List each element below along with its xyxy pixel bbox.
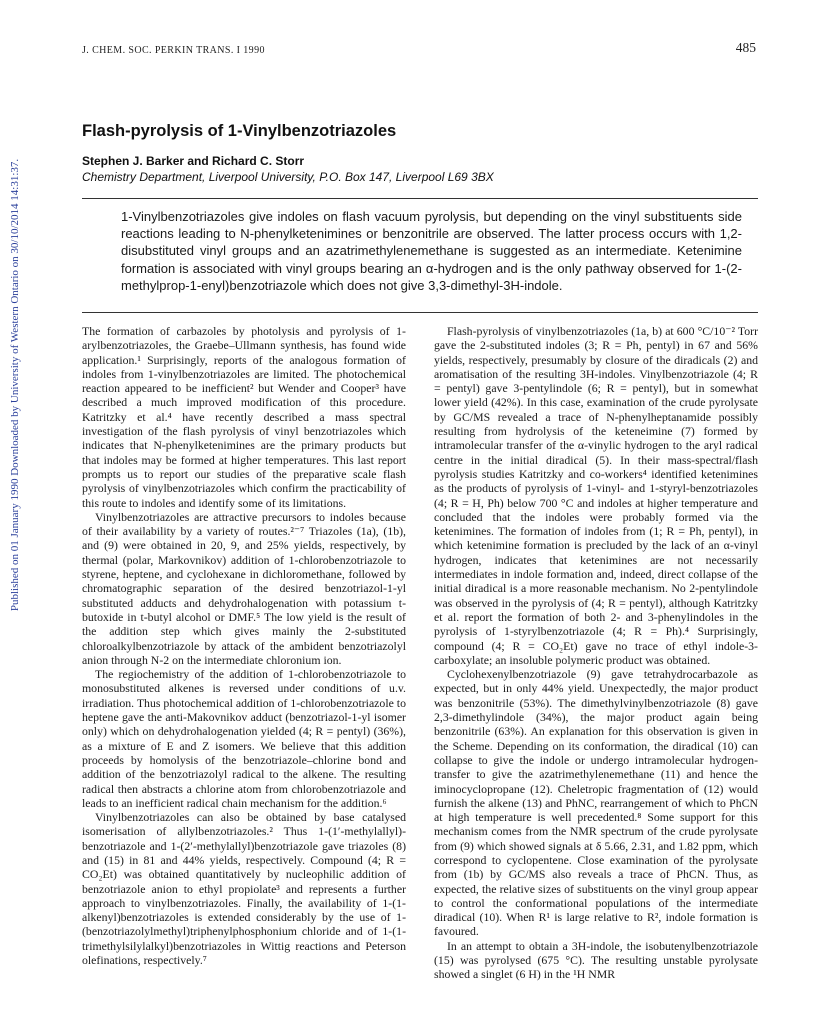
abstract-bottom-rule — [82, 312, 758, 313]
body-paragraph: Vinylbenzotriazoles are attractive precursors to indoles because of their availability by a variety of routes.²⁻⁷ Triazoles (1a), (1b), and (9) were obtained in 20, 9, and 25% yields, respectively, by thermal (polar, Markovnikov) addition of 1-chlorobenzotriazole to styrene, heptene, and cyclohexane in dichloromethane, followed by chromatographic separation of the desired benzotriazol-1-yl substituted adducts and dehydrohalogenation with potassium t-butoxide in t-butyl alcohol or DMF.⁵ The low yield is the result of the addition step which gives mainly the 2-substituted chloroalkylbenzotriazole by attack of the ambident benzotriazolyl anion through N-2 on the intermediate chloronium ion. — [82, 509, 406, 667]
abstract-top-rule — [82, 198, 758, 199]
article-title: Flash-pyrolysis of 1-Vinylbenzotriazoles — [82, 122, 397, 140]
body-paragraph: Flash-pyrolysis of vinylbenzotriazoles (1a, b) at 600 °C/10⁻² Torr gave the 2-substituted indoles (3; R = Ph, pentyl) in 67 and 56% yields, respectively, presumably by closure of the diradicals (2) and aromatisation of the resulting 3H-indoles. Vinylbenzotriazole (4; R = pentyl) gave 3-pentylindole (6; R = pentyl), but in somewhat lower yield (42%). In this case, examination of the crude pyrolysate by GC/MS revealed a trace of N-phenylheptanamide possibly resulting from hydrolysis of the keteneimine (7) formed by intramolecular transfer of the α-vinylic hydrogen to the aryl radical centre in the initial diradical (5). In their mass-spectral/flash pyrolysis studies Katritzky and co-workers⁴ identified ketenimines as the products of pyrolysis of 1-vinyl- and 1-styryl-benzotriazoles (4; R = H, Ph) below 700 °C and indoles at higher temperature and concluded that the indoles were probably formed via the ketenimines. The formation of indoles from (1; R = Ph, pentyl), in which ketenimine formation is precluded by the lack of an α-vinyl hydrogen, indicates that ketenimines are not necessarily intermediates in indole formation and, indeed, direct collapse of the initial diradical is a more reasonable mechanism. No 2-pentylindole was observed in the pyrolysis of (4; R = pentyl), although Katritzky et al. report the formation of both 2- and 3-phenylindoles in the pyrolysis of 1-styrylbenzotriazole (4; R = Ph).⁴ Surprisingly, compound (4; R = CO₂Et) gave no trace of ethyl indole-3-carboxylate; an insoluble polymeric product was obtained. — [434, 324, 758, 667]
page-number: 485 — [735, 40, 756, 55]
download-notice-sidebar — [2, 0, 28, 1032]
article-abstract: 1-Vinylbenzotriazoles give indoles on flash vacuum pyrolysis, but depending on the vinyl substituents side reactions leading to N-phenylketenimines or benzonitrile are observed. The latter process occurs with 1,2-disubstituted vinyl groups and an azatrimethylenemethane is suggested as an intermediate. Ketenimine formation is associated with vinyl groups bearing an α-hydrogen and is the only pathway observed for 1-(2-methylprop-1-enyl)benzotriazole which does not give 3,3-dimethyl-3H-indole. — [121, 209, 742, 293]
journal-running-head: J. CHEM. SOC. PERKIN TRANS. I 1990 — [82, 45, 265, 56]
body-paragraph: In an attempt to obtain a 3H-indole, the isobutenylbenzotriazole (15) was pyrolysed (675 °C). The resulting unstable pyrolysate showed a singlet (6 H) in the ¹H NMR — [434, 938, 758, 982]
article-authors: Stephen J. Barker and Richard C. Storr — [82, 154, 305, 168]
body-paragraph: The regiochemistry of the addition of 1-chlorobenzotriazole to monosubstituted alkenes is reversed under conditions of u.v. irradiation. Thus photochemical addition of 1-chlorobenzotriazole to heptene gave the anti-Makovnikov adduct (benzotriazol-1-yl isomer only) which on dehydrohalogenation yielded (4; R = pentyl) (36%), as a mixture of E and Z isomers. We believe that this addition proceeds by homolysis of the benzotriazole–chlorine bond and addition of the benzotriazolyl radical to the alkene. The resulting radical then abstracts a chlorine atom from chlorobenzotriazole and leads to an inefficient radical chain mechanism for the addition.⁶ — [82, 667, 406, 810]
body-column-left — [82, 324, 406, 1014]
body-paragraph: Vinylbenzotriazoles can also be obtained by base catalysed isomerisation of allylbenzotriazoles.² Thus 1-(1′-methylallyl)-benzotriazole and 1-(2′-methylallyl)benzotriazole gave triazoles (8) and (15) in 81 and 44% yields, respectively. Compound (4; R = CO₂Et) was obtained quantitatively by nucleophilic addition of benzotriazole anion to ethyl propiolate³ and represents a further approach to vinylbenzotriazoles. Finally, the availability of 1-(1-alkenyl)benzotriazoles is extended considerably by the use of 1-(benzotriazolylmethyl)triphenylphosphonium chloride and of 1-(1-trimethylsilylalkyl)benzotriazoles in Wittig reactions and Peterson olefinations, respectively.⁷ — [82, 810, 406, 968]
article-affiliation: Chemistry Department, Liverpool University, P.O. Box 147, Liverpool L69 3BX — [82, 170, 494, 184]
body-paragraph: The formation of carbazoles by photolysis and pyrolysis of 1-arylbenzotriazoles, the Graebe–Ullmann synthesis, has found wide application.¹ Surprisingly, reports of the analogous formation of indoles from 1-vinylbenzotriazoles are limited. The photochemical reaction appeared to be inefficient² but Wender and Cooper³ have described a much improved modification of this procedure. Katritzky et al.⁴ have recently described a mass spectral investigation of the flash pyrolysis of vinyl benzotriazoles which indicates that N-phenylketenimines are the primary products but that indoles may be formed at higher temperatures. This last report prompts us to report our studies of the preparative scale flash pyrolysis of vinylbenzotriazoles which confirm the practicability of this route to indoles and identify some of its limitations. — [82, 324, 406, 510]
download-notice: Published on 01 January 1990 Downloaded by University of Western Ontario on 30/10/2014 14:31:37. — [9, 158, 21, 612]
body-paragraph: Cyclohexenylbenzotriazole (9) gave tetrahydrocarbazole as expected, but in only 44% yield. Unexpectedly, the major product was benzonitrile (53%). The dimethylvinylbenzotriazole (8) gave 2,3-dimethylindole (34%), the major product again being benzonitrile (63%). An explanation for this observation is given in the Scheme. Depending on its conformation, the diradical (10) can collapse to give the indole or undergo intramolecular hydrogen-transfer to give the azatrimethylenemethane (11) and hence the iminocyclopropane (12). Cheletropic fragmentation of (12) would furnish the alkene (13) and PhNC, rearrangement of which to PhCN at high temperature is well precedented.⁸ Some support for this mechanism comes from the NMR spectrum of the crude pyrolysate from (9) which showed signals at δ 5.66, 2.31, and 1.82 ppm, which correspond to cyclopentene. Close examination of the pyrolysate from (1b) by GC/MS also reveals a trace of PhCN. Thus, as expected, the relative sizes of substituents on the vinyl group appear to control the conformational populations of the intermediate diradical (10). When R¹ is large relative to R², indole formation is favoured. — [434, 667, 758, 939]
body-column-right — [434, 324, 758, 1014]
